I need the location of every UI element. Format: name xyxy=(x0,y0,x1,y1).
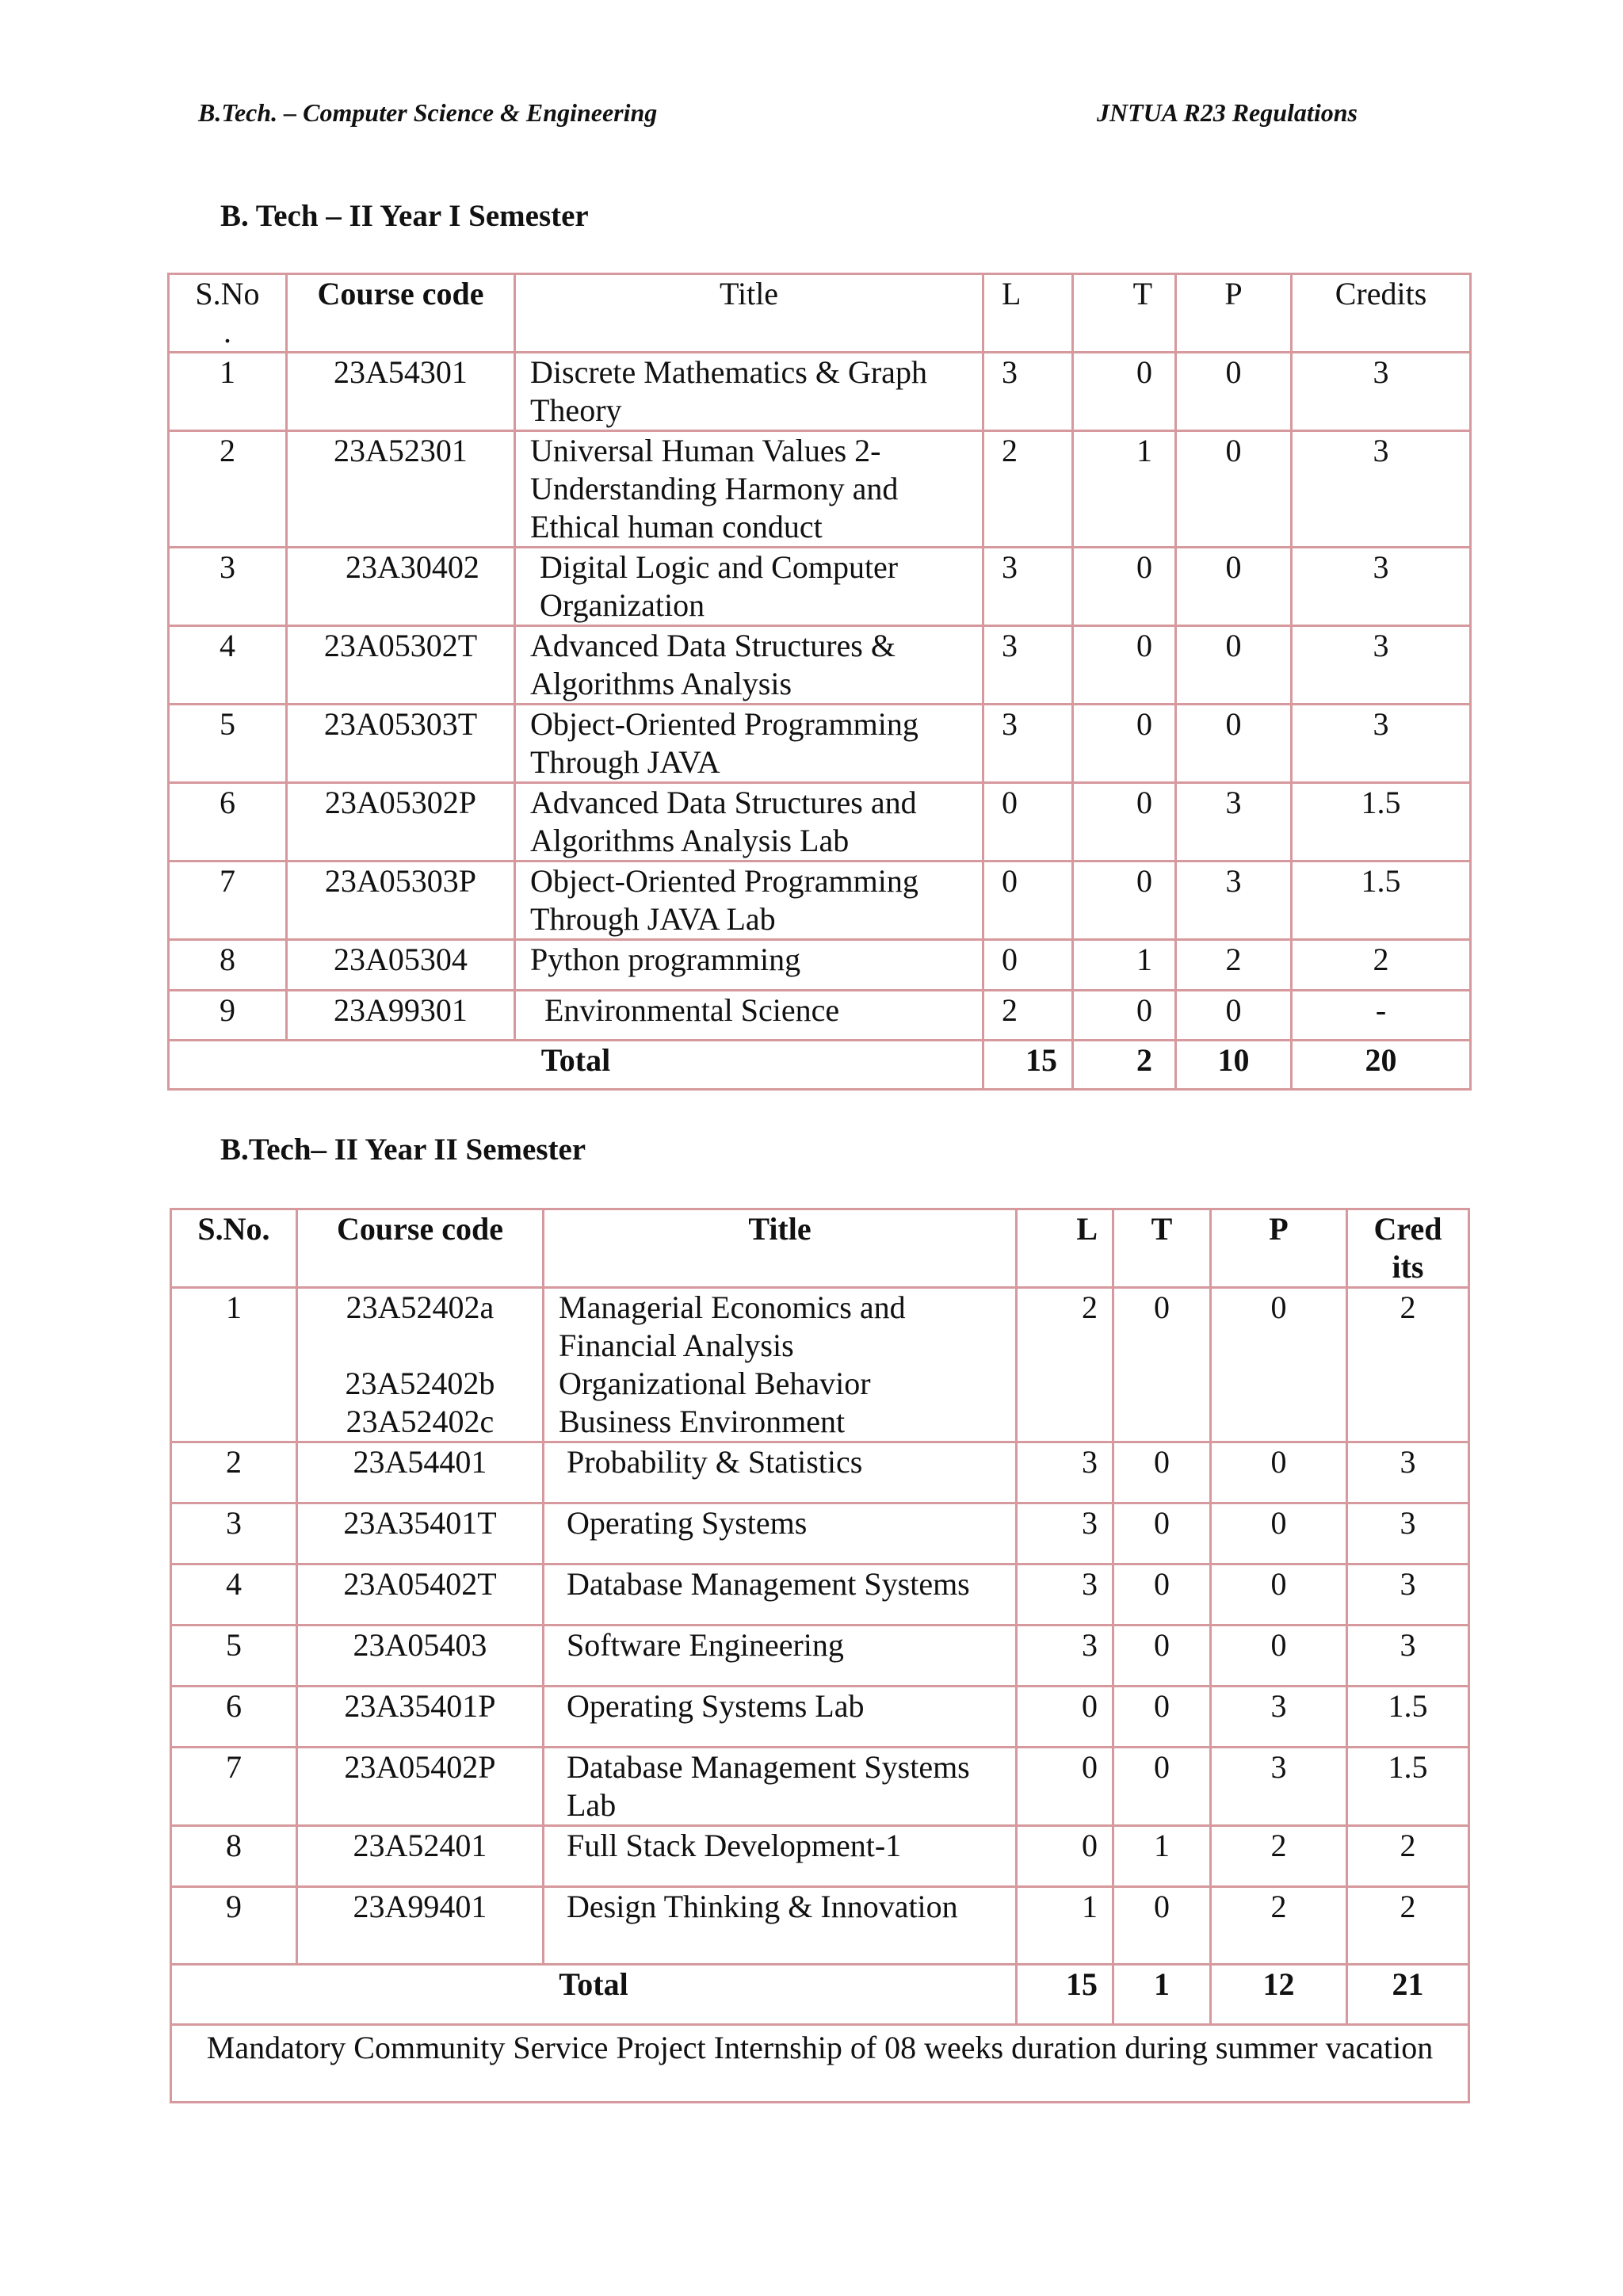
sno: 5 xyxy=(169,705,287,783)
l: 3 xyxy=(1017,1503,1113,1564)
p: 0 xyxy=(1211,1503,1347,1564)
course-title-group xyxy=(544,1288,1017,1442)
sno: 3 xyxy=(171,1503,297,1564)
col-l: L xyxy=(983,274,1073,353)
l: 2 xyxy=(1017,1288,1113,1442)
l: 0 xyxy=(983,940,1073,991)
course-code: 23A30402 xyxy=(287,548,515,626)
table-row xyxy=(171,1748,1469,1826)
course-code: 23A52301 xyxy=(287,431,515,548)
p: 0 xyxy=(1176,431,1292,548)
table-row xyxy=(169,353,1471,431)
course-code xyxy=(298,1327,542,1365)
l: 3 xyxy=(1017,1626,1113,1687)
credits: 3 xyxy=(1347,1442,1469,1503)
p: 3 xyxy=(1176,783,1292,861)
t: 1 xyxy=(1073,940,1176,991)
course-title: Design Thinking & Innovation xyxy=(544,1887,1017,1965)
credits: 3 xyxy=(1347,1503,1469,1564)
col-credits: Cred its xyxy=(1347,1209,1469,1288)
credits: 2 xyxy=(1292,940,1471,991)
total-t: 2 xyxy=(1073,1041,1176,1090)
course-title: Organizational Behavior xyxy=(559,1366,871,1401)
course-code: 23A05302T xyxy=(287,626,515,705)
p: 2 xyxy=(1211,1887,1347,1965)
credits: 3 xyxy=(1292,548,1471,626)
p: 2 xyxy=(1176,940,1292,991)
table-row xyxy=(169,783,1471,861)
l: 0 xyxy=(983,861,1073,940)
t: 0 xyxy=(1073,626,1176,705)
sno: 2 xyxy=(169,431,287,548)
sem1-table xyxy=(167,273,1472,1091)
credits: 3 xyxy=(1292,705,1471,783)
sem2-total-row xyxy=(171,1965,1469,2025)
course-title: Discrete Mathematics & Graph Theory xyxy=(515,353,983,431)
col-l: L xyxy=(1017,1209,1113,1288)
course-code: 23A05304 xyxy=(287,940,515,991)
p: 0 xyxy=(1176,548,1292,626)
p: 0 xyxy=(1211,1288,1347,1442)
sem1-total-row xyxy=(169,1041,1471,1090)
col-t: T xyxy=(1073,274,1176,353)
course-title: Financial Analysis xyxy=(559,1328,794,1363)
course-code: 23A99301 xyxy=(287,991,515,1041)
total-credits: 20 xyxy=(1292,1041,1471,1090)
total-p: 12 xyxy=(1211,1965,1347,2025)
l: 3 xyxy=(983,626,1073,705)
total-t: 1 xyxy=(1113,1965,1211,2025)
col-p: P xyxy=(1211,1209,1347,1288)
col-t: T xyxy=(1113,1209,1211,1288)
internship-note: Mandatory Community Service Project Internship of 08 weeks duration during summer vacation xyxy=(171,2025,1469,2103)
table-row xyxy=(169,705,1471,783)
course-code: 23A35401T xyxy=(297,1503,544,1564)
course-title: Business Environment xyxy=(559,1404,846,1439)
sno: 6 xyxy=(171,1687,297,1748)
course-code: 23A05403 xyxy=(297,1626,544,1687)
course-title: Operating Systems Lab xyxy=(544,1687,1017,1748)
p: 0 xyxy=(1176,626,1292,705)
course-code: 23A05302P xyxy=(287,783,515,861)
course-title: Digital Logic and Computer Organization xyxy=(515,548,983,626)
sno: 9 xyxy=(171,1887,297,1965)
table-row xyxy=(171,1826,1469,1887)
credits: 1.5 xyxy=(1292,783,1471,861)
credits: 2 xyxy=(1347,1288,1469,1442)
sno: 1 xyxy=(169,353,287,431)
sno: 9 xyxy=(169,991,287,1041)
t: 0 xyxy=(1113,1564,1211,1626)
credits: 3 xyxy=(1347,1626,1469,1687)
sem2-note-row xyxy=(171,2025,1469,2103)
sno: 7 xyxy=(169,861,287,940)
credits: 1.5 xyxy=(1347,1748,1469,1826)
total-label: Total xyxy=(169,1041,983,1090)
p: 3 xyxy=(1176,861,1292,940)
course-title: Python programming xyxy=(515,940,983,991)
sno: 1 xyxy=(171,1288,297,1442)
l: 1 xyxy=(1017,1887,1113,1965)
sem1-heading: B. Tech – II Year I Semester xyxy=(220,199,589,233)
course-title: Object-Oriented Programming Through JAVA Lab xyxy=(515,861,983,940)
col-p: P xyxy=(1176,274,1292,353)
credits: 1.5 xyxy=(1347,1687,1469,1748)
course-title: Object-Oriented Programming Through JAVA xyxy=(515,705,983,783)
sno: 4 xyxy=(171,1564,297,1626)
t: 1 xyxy=(1113,1826,1211,1887)
sno: 4 xyxy=(169,626,287,705)
course-code: 23A05303T xyxy=(287,705,515,783)
t: 0 xyxy=(1073,548,1176,626)
credits: 1.5 xyxy=(1292,861,1471,940)
sno: 2 xyxy=(171,1442,297,1503)
col-sno: S.No. xyxy=(171,1209,297,1288)
course-title: Universal Human Values 2- Understanding Harmony and Ethical human conduct xyxy=(515,431,983,548)
credits: 2 xyxy=(1347,1826,1469,1887)
sem2-header-row xyxy=(171,1209,1469,1288)
sem2-heading: B.Tech– II Year II Semester xyxy=(220,1133,586,1167)
course-code: 23A99401 xyxy=(297,1887,544,1965)
table-row xyxy=(169,431,1471,548)
col-course-code: Course code xyxy=(297,1209,544,1288)
total-l: 15 xyxy=(1017,1965,1113,2025)
col-credits: Credits xyxy=(1292,274,1471,353)
t: 0 xyxy=(1073,861,1176,940)
t: 0 xyxy=(1073,783,1176,861)
course-code: 23A52401 xyxy=(297,1826,544,1887)
table-row xyxy=(169,991,1471,1041)
course-code: 23A54301 xyxy=(287,353,515,431)
course-code-group xyxy=(297,1288,544,1442)
course-title: Managerial Economics and xyxy=(559,1289,906,1325)
course-title: Environmental Science xyxy=(515,991,983,1041)
l: 3 xyxy=(983,353,1073,431)
l: 0 xyxy=(1017,1826,1113,1887)
p: 0 xyxy=(1176,705,1292,783)
l: 0 xyxy=(1017,1748,1113,1826)
table-row xyxy=(171,1626,1469,1687)
t: 0 xyxy=(1073,353,1176,431)
course-code: 23A52402a xyxy=(346,1289,495,1325)
sem2-table xyxy=(170,1208,1470,2103)
course-title: Advanced Data Structures & Algorithms Analysis xyxy=(515,626,983,705)
p: 0 xyxy=(1176,353,1292,431)
course-title: Full Stack Development-1 xyxy=(544,1826,1017,1887)
credits: 3 xyxy=(1292,353,1471,431)
l: 3 xyxy=(1017,1564,1113,1626)
table-row xyxy=(171,1687,1469,1748)
col-course-code: Course code xyxy=(287,274,515,353)
l: 2 xyxy=(983,991,1073,1041)
sno: 7 xyxy=(171,1748,297,1826)
credits: - xyxy=(1292,991,1471,1041)
l: 0 xyxy=(983,783,1073,861)
table-row xyxy=(169,940,1471,991)
credits: 3 xyxy=(1292,431,1471,548)
l: 3 xyxy=(1017,1442,1113,1503)
course-code: 23A54401 xyxy=(297,1442,544,1503)
t: 0 xyxy=(1113,1503,1211,1564)
t: 0 xyxy=(1113,1288,1211,1442)
course-code: 23A05303P xyxy=(287,861,515,940)
sno: 8 xyxy=(171,1826,297,1887)
table-row xyxy=(171,1503,1469,1564)
course-code: 23A52402c xyxy=(346,1404,495,1439)
course-title: Database Management Systems Lab xyxy=(544,1748,1017,1826)
credits: 3 xyxy=(1347,1564,1469,1626)
p: 0 xyxy=(1211,1564,1347,1626)
p: 0 xyxy=(1211,1626,1347,1687)
table-row xyxy=(171,1288,1469,1442)
t: 0 xyxy=(1113,1687,1211,1748)
course-code: 23A05402P xyxy=(297,1748,544,1826)
course-title: Database Management Systems xyxy=(544,1564,1017,1626)
l: 0 xyxy=(1017,1687,1113,1748)
sno: 3 xyxy=(169,548,287,626)
course-title: Advanced Data Structures and Algorithms Analysis Lab xyxy=(515,783,983,861)
sno: 5 xyxy=(171,1626,297,1687)
t: 0 xyxy=(1113,1626,1211,1687)
table-row xyxy=(171,1442,1469,1503)
course-code: 23A35401P xyxy=(297,1687,544,1748)
course-title: Probability & Statistics xyxy=(544,1442,1017,1503)
table-row xyxy=(169,626,1471,705)
total-p: 10 xyxy=(1176,1041,1292,1090)
table-row xyxy=(171,1887,1469,1965)
course-title: Software Engineering xyxy=(544,1626,1017,1687)
t: 0 xyxy=(1073,705,1176,783)
credits: 2 xyxy=(1347,1887,1469,1965)
p: 3 xyxy=(1211,1687,1347,1748)
t: 1 xyxy=(1073,431,1176,548)
header-regulation: JNTUA R23 Regulations xyxy=(1097,98,1358,127)
total-label: Total xyxy=(171,1965,1017,2025)
p: 0 xyxy=(1176,991,1292,1041)
p: 2 xyxy=(1211,1826,1347,1887)
sno: 8 xyxy=(169,940,287,991)
t: 0 xyxy=(1113,1887,1211,1965)
table-row xyxy=(169,861,1471,940)
course-title: Operating Systems xyxy=(544,1503,1017,1564)
t: 0 xyxy=(1113,1442,1211,1503)
total-l: 15 xyxy=(983,1041,1073,1090)
t: 0 xyxy=(1073,991,1176,1041)
l: 2 xyxy=(983,431,1073,548)
col-title: Title xyxy=(544,1209,1017,1288)
credits: 3 xyxy=(1292,626,1471,705)
sno: 6 xyxy=(169,783,287,861)
t: 0 xyxy=(1113,1748,1211,1826)
course-code: 23A05402T xyxy=(297,1564,544,1626)
table-row xyxy=(169,548,1471,626)
p: 0 xyxy=(1211,1442,1347,1503)
table-row xyxy=(171,1564,1469,1626)
col-title: Title xyxy=(515,274,983,353)
l: 3 xyxy=(983,548,1073,626)
header-program: B.Tech. – Computer Science & Engineering xyxy=(198,98,658,127)
sem1-header-row xyxy=(169,274,1471,353)
l: 3 xyxy=(983,705,1073,783)
total-credits: 21 xyxy=(1347,1965,1469,2025)
col-sno: S.No . xyxy=(169,274,287,353)
p: 3 xyxy=(1211,1748,1347,1826)
course-code: 23A52402b xyxy=(345,1366,495,1401)
